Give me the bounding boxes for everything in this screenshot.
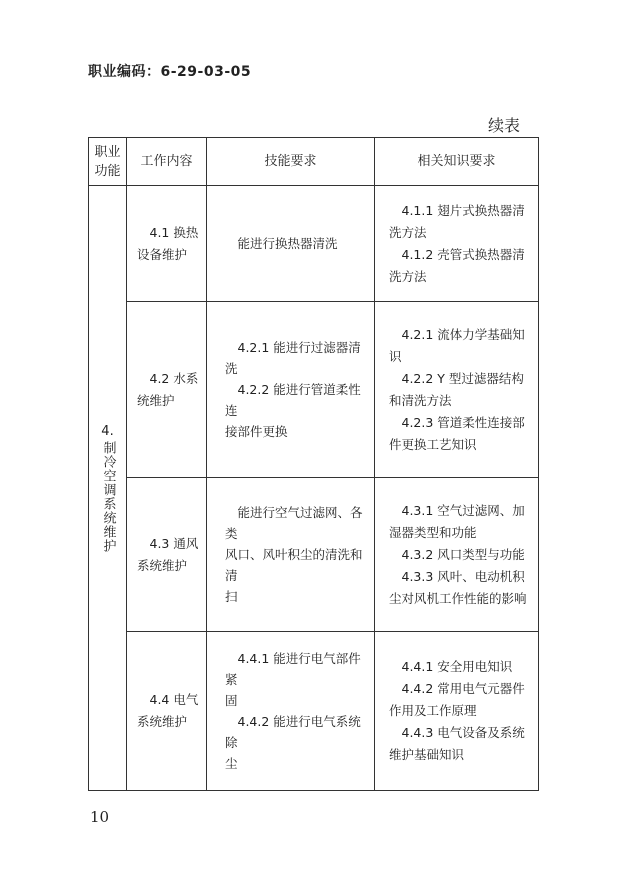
continued-label: 续表 xyxy=(488,116,521,135)
skill-requirements: 4.2.1 能进行过滤器清洗 4.2.2 能进行管道柔性连 接部件更换 xyxy=(207,302,375,478)
header-knowledge: 相关知识要求 xyxy=(375,138,539,186)
table-header-row xyxy=(89,138,539,186)
function-number: 4. xyxy=(101,423,114,439)
table-row xyxy=(89,302,539,478)
skill-requirements: 能进行空气过滤网、各类 风口、风叶积尘的清洗和清 扫 xyxy=(207,478,375,632)
skills-table xyxy=(88,137,539,791)
function-cell xyxy=(89,186,127,791)
header-work: 工作内容 xyxy=(127,138,207,186)
function-name: 制冷空调系统维护 xyxy=(100,440,116,553)
work-content: 4.4 电气 系统维护 xyxy=(127,632,207,791)
work-content: 4.2 水系 统维护 xyxy=(127,302,207,478)
knowledge-requirements: 4.1.1 翅片式换热器清 洗方法 4.1.2 壳管式换热器清 洗方法 xyxy=(375,186,539,302)
table-row xyxy=(89,186,539,302)
skill-requirements: 能进行换热器清洗 xyxy=(207,186,375,302)
table-row xyxy=(89,478,539,632)
skill-requirements: 4.4.1 能进行电气部件紧 固 4.4.2 能进行电气系统除 尘 xyxy=(207,632,375,791)
work-content: 4.3 通风 系统维护 xyxy=(127,478,207,632)
knowledge-requirements: 4.3.1 空气过滤网、加 湿器类型和功能 4.3.2 风口类型与功能 4.3.3 风叶、电动机积 尘对风机工作性能的影响 xyxy=(375,478,539,632)
header-function: 职业 功能 xyxy=(89,138,127,186)
knowledge-requirements: 4.2.1 流体力学基础知 识 4.2.2 Y 型过滤器结构 和清洗方法 4.2.3 管道柔性连接部 件更换工艺知识 xyxy=(375,302,539,478)
occupation-code: 职业编码：6-29-03-05 xyxy=(88,64,252,80)
header-skills: 技能要求 xyxy=(207,138,375,186)
work-content: 4.1 换热 设备维护 xyxy=(127,186,207,302)
knowledge-requirements: 4.4.1 安全用电知识 4.4.2 常用电气元器件 作用及工作原理 4.4.3 电气设备及系统 维护基础知识 xyxy=(375,632,539,791)
table-row xyxy=(89,632,539,791)
page-number: 10 xyxy=(90,808,110,826)
